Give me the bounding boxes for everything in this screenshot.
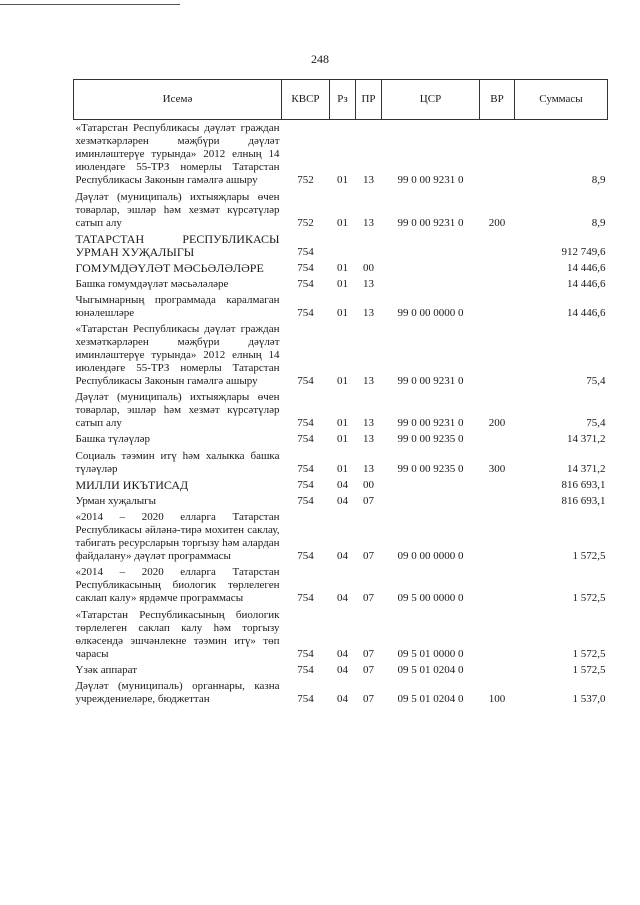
cell-kvsr: 754 <box>297 495 314 507</box>
table-row <box>74 430 608 446</box>
cell-kvsr: 754 <box>297 246 314 258</box>
cell-pr: 13 <box>363 307 374 319</box>
cell-sum: 816 693,1 <box>561 479 606 491</box>
cell-kvsr: 754 <box>297 262 314 274</box>
cell-name: ГОМУМДӘҮЛӘТ МӘСЬӘЛӘЛӘРЕ <box>75 261 264 275</box>
cell-vr: 100 <box>488 693 506 705</box>
table-row <box>74 677 608 706</box>
cell-name: Чыгымнарның программада каралмаган юнәлешләре <box>75 294 280 319</box>
cell-kvsr: 752 <box>297 217 314 229</box>
cell-csr <box>382 275 480 291</box>
cell-rz: 04 <box>337 592 348 604</box>
cell-pr: 07 <box>363 592 374 604</box>
cell-name: ТАТАРСТАН РЕСПУБЛИКАСЫ УРМАН ХУҖАЛЫГЫ <box>75 232 280 259</box>
cell-vr <box>480 259 515 275</box>
cell-pr: 13 <box>363 433 374 445</box>
cell-csr: 99 0 00 9231 0 <box>397 174 464 186</box>
cell-pr <box>356 230 382 259</box>
cell-kvsr: 754 <box>297 417 314 429</box>
cell-kvsr: 754 <box>297 592 314 604</box>
cell-csr <box>382 259 480 275</box>
table-row <box>74 605 608 661</box>
header-pr: ПР <box>356 80 382 120</box>
cell-name: Дәүләт (муниципаль) ихтыяҗлары өчен товарлар, эшләр һәм хезмәт күрсәтүләр сатып алу <box>75 391 280 429</box>
header-sum: Суммасы <box>515 80 608 120</box>
table-header-row <box>74 80 608 120</box>
cell-csr: 09 5 01 0000 0 <box>397 648 464 660</box>
cell-sum: 816 693,1 <box>561 495 606 507</box>
cell-name: Дәүләт (муниципаль) органнары, казна учреждениеләре, бюджеттан <box>75 680 280 705</box>
header-vr: ВР <box>480 80 515 120</box>
cell-pr: 07 <box>363 664 374 676</box>
scan-artifact-line <box>0 4 180 5</box>
cell-rz: 04 <box>337 479 348 491</box>
cell-rz: 01 <box>337 174 348 186</box>
table-row <box>74 446 608 476</box>
cell-vr <box>480 508 515 563</box>
cell-sum: 1 572,5 <box>572 664 606 676</box>
page-number: 248 <box>311 52 329 66</box>
cell-rz: 01 <box>337 262 348 274</box>
table-row <box>74 187 608 230</box>
cell-pr: 13 <box>363 217 374 229</box>
header-name: Исемә <box>74 80 282 120</box>
table-row <box>74 476 608 492</box>
cell-name: «2014 – 2020 елларга Татарстан Республикасының биологик төрлелеген саклап калу» ярдәмче программасы <box>75 566 280 604</box>
cell-rz: 04 <box>337 648 348 660</box>
cell-rz: 01 <box>337 417 348 429</box>
cell-kvsr: 754 <box>297 375 314 387</box>
cell-pr: 07 <box>363 550 374 562</box>
cell-kvsr: 754 <box>297 648 314 660</box>
cell-pr: 00 <box>363 262 374 274</box>
cell-kvsr: 754 <box>297 693 314 705</box>
cell-name: Дәүләт (муниципаль) ихтыяҗлары өчен товарлар, эшләр һәм хезмәт күрсәтүләр сатып алу <box>75 191 280 229</box>
cell-name: Социаль тәэмин итү һәм халыкка башка түләүләр <box>75 450 280 475</box>
cell-pr: 13 <box>363 463 374 475</box>
cell-kvsr: 754 <box>297 307 314 319</box>
cell-vr <box>480 492 515 508</box>
table-row <box>74 320 608 388</box>
cell-sum: 912 749,6 <box>561 246 606 258</box>
cell-vr <box>480 476 515 492</box>
cell-vr <box>480 320 515 388</box>
cell-name: МИЛЛИ ИКЪТИСАД <box>75 478 189 492</box>
cell-pr: 07 <box>363 495 374 507</box>
cell-vr <box>480 275 515 291</box>
cell-csr <box>382 230 480 259</box>
cell-kvsr: 752 <box>297 174 314 186</box>
header-csr: ЦСР <box>382 80 480 120</box>
cell-csr: 09 0 00 0000 0 <box>397 550 464 562</box>
cell-kvsr: 754 <box>297 433 314 445</box>
cell-name: Урман хуҗалыгы <box>75 495 157 507</box>
table-row <box>74 492 608 508</box>
table-body <box>74 120 608 707</box>
cell-vr <box>480 605 515 661</box>
cell-csr: 09 5 01 0204 0 <box>397 664 464 676</box>
cell-sum: 75,4 <box>586 375 606 387</box>
table-row <box>74 259 608 275</box>
cell-vr: 300 <box>488 463 506 475</box>
cell-rz: 01 <box>337 217 348 229</box>
cell-csr: 99 0 00 9235 0 <box>397 433 464 445</box>
cell-vr <box>480 120 515 188</box>
header-rz: Рз <box>330 80 356 120</box>
cell-name: Башка түләүләр <box>75 433 151 445</box>
cell-sum: 8,9 <box>591 174 606 186</box>
table-row <box>74 120 608 188</box>
table-row <box>74 563 608 605</box>
cell-name: «Татарстан Республикасының биологик төрлелеген саклап калу һәм торгызу өлкәсендә эшчәнлекне тәэмин итү» төп чарасы <box>75 609 280 660</box>
cell-rz: 01 <box>337 433 348 445</box>
cell-csr: 09 5 01 0204 0 <box>397 693 464 705</box>
cell-rz: 01 <box>337 463 348 475</box>
cell-csr <box>382 492 480 508</box>
cell-rz: 04 <box>337 495 348 507</box>
cell-sum: 75,4 <box>586 417 606 429</box>
table-row <box>74 661 608 677</box>
cell-csr: 99 0 00 9235 0 <box>397 463 464 475</box>
cell-vr <box>480 430 515 446</box>
cell-rz: 04 <box>337 664 348 676</box>
cell-name: «Татарстан Республикасы дәүләт граждан хезмәткәрләрен мәҗбүри дәүләт иминләштерүе турында» 2012 елның 14 июлендәге 55-ТРЗ номерлы Татарстан Республикасы Законын гамәлгә ашыру <box>75 323 280 387</box>
cell-rz: 01 <box>337 307 348 319</box>
cell-name: «2014 – 2020 елларга Татарстан Республикасы әйләнә-тирә мохитен саклау, табигать ресурсларын торгызу һәм алардан файдалану» дәүләт программасы <box>75 511 280 562</box>
cell-rz: 04 <box>337 693 348 705</box>
cell-name: Башка гомумдәүләт мәсьәләләре <box>75 278 229 290</box>
cell-rz: 04 <box>337 550 348 562</box>
table-row <box>74 291 608 320</box>
cell-pr: 07 <box>363 648 374 660</box>
cell-kvsr: 754 <box>297 550 314 562</box>
cell-kvsr: 754 <box>297 463 314 475</box>
cell-sum: 1 572,5 <box>572 592 606 604</box>
cell-sum: 14 446,6 <box>567 262 606 274</box>
cell-csr: 99 0 00 9231 0 <box>397 417 464 429</box>
cell-pr: 07 <box>363 693 374 705</box>
header-kvsr: КВСР <box>282 80 330 120</box>
cell-pr: 13 <box>363 174 374 186</box>
cell-csr: 09 5 00 0000 0 <box>397 592 464 604</box>
cell-csr: 99 0 00 0000 0 <box>397 307 464 319</box>
budget-table <box>73 79 608 706</box>
cell-sum: 14 371,2 <box>567 433 606 445</box>
cell-vr: 200 <box>488 217 506 229</box>
cell-sum: 8,9 <box>591 217 606 229</box>
table-row <box>74 275 608 291</box>
cell-name: «Татарстан Республикасы дәүләт граждан хезмәткәрләрен мәҗбүри дәүләт иминләштерүе турында» 2012 елның 14 июлендәге 55-ТРЗ номерлы Татарстан Республикасы Законын гамәлгә ашыру <box>75 122 280 186</box>
cell-csr: 99 0 00 9231 0 <box>397 217 464 229</box>
cell-vr: 200 <box>488 417 506 429</box>
cell-pr: 13 <box>363 417 374 429</box>
cell-kvsr: 754 <box>297 479 314 491</box>
cell-name: Үзәк аппарат <box>75 664 138 676</box>
cell-kvsr: 754 <box>297 664 314 676</box>
cell-vr <box>480 661 515 677</box>
cell-vr <box>480 563 515 605</box>
cell-vr <box>480 230 515 259</box>
table-row <box>74 388 608 430</box>
cell-sum: 1 572,5 <box>572 648 606 660</box>
cell-rz: 01 <box>337 278 348 290</box>
cell-rz: 01 <box>337 375 348 387</box>
table-row <box>74 230 608 259</box>
cell-csr <box>382 476 480 492</box>
cell-sum: 1 537,0 <box>572 693 606 705</box>
cell-vr <box>480 291 515 320</box>
cell-kvsr: 754 <box>297 278 314 290</box>
cell-pr: 00 <box>363 479 374 491</box>
cell-sum: 14 446,6 <box>567 307 606 319</box>
table-row <box>74 508 608 563</box>
cell-sum: 1 572,5 <box>572 550 606 562</box>
cell-pr: 13 <box>363 375 374 387</box>
cell-sum: 14 446,6 <box>567 278 606 290</box>
cell-sum: 14 371,2 <box>567 463 606 475</box>
cell-pr: 13 <box>363 278 374 290</box>
cell-rz <box>330 230 356 259</box>
cell-csr: 99 0 00 9231 0 <box>397 375 464 387</box>
